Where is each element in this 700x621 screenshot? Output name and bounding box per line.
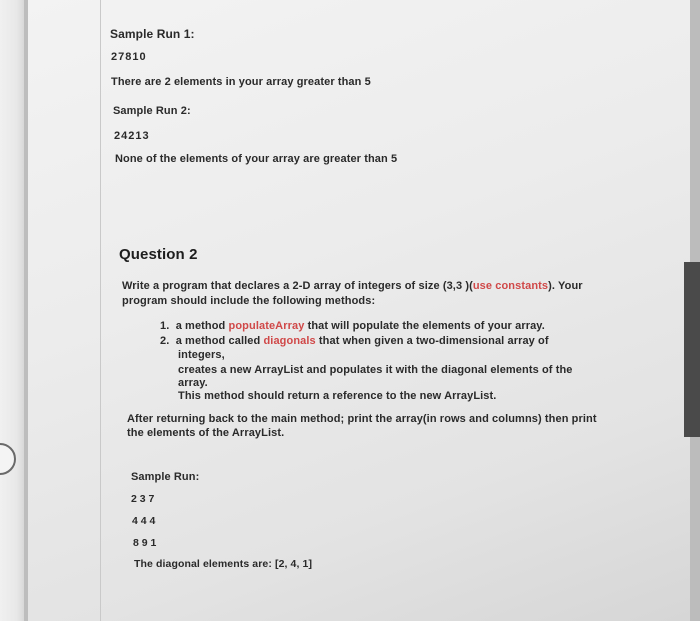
intro-text-b: ). Your bbox=[548, 280, 583, 292]
list-item-1-number: 1. bbox=[160, 320, 170, 332]
method-populateArray: populateArray bbox=[228, 320, 305, 332]
scrollbar-thumb[interactable] bbox=[684, 262, 700, 437]
question-2-intro-line-2: program should include the following methods: bbox=[122, 295, 376, 307]
list-item-2-text-b: that when given a two-dimensional array of bbox=[315, 335, 549, 347]
page-fold-line bbox=[100, 0, 101, 621]
list-item-2-line-4: array. bbox=[178, 377, 208, 389]
list-item-2-line-5: This method should return a reference to the new ArrayList. bbox=[178, 390, 497, 402]
list-item-1 bbox=[160, 320, 545, 332]
matrix-row-2: 4 4 4 bbox=[132, 515, 156, 527]
method-diagonals: diagonals bbox=[263, 335, 316, 347]
intro-text-a: Write a program that declares a 2-D array of integers of size (3,3 )( bbox=[122, 280, 473, 292]
list-item-1-text-a: a method bbox=[175, 320, 229, 332]
list-item-1-text-b: that will populate the elements of your array. bbox=[304, 320, 545, 332]
list-item-2-line-3: creates a new ArrayList and populates it with the diagonal elements of the bbox=[178, 364, 573, 376]
intro-use-constants: use constants bbox=[472, 280, 549, 292]
matrix-row-3: 8 9 1 bbox=[133, 537, 157, 549]
list-item-2-line-2: integers, bbox=[178, 349, 225, 361]
list-item-2-text-a: a method called bbox=[175, 335, 264, 347]
after-text-line-2: the elements of the ArrayList. bbox=[127, 427, 285, 439]
question-2-title: Question 2 bbox=[119, 246, 198, 263]
sample-run-2-input: 24213 bbox=[114, 130, 150, 142]
sample-run-1-input: 27810 bbox=[111, 51, 147, 63]
list-item-2-number: 2. bbox=[160, 335, 170, 347]
matrix-row-1: 2 3 7 bbox=[131, 493, 155, 505]
after-text-line-1: After returning back to the main method; print the array(in rows and columns) then print bbox=[127, 413, 597, 425]
sample-run-1-output: There are 2 elements in your array greater than 5 bbox=[111, 76, 371, 88]
sample-run-heading: Sample Run: bbox=[131, 471, 200, 483]
diagonal-output: The diagonal elements are: [2, 4, 1] bbox=[134, 558, 313, 570]
sample-run-2-output: None of the elements of your array are greater than 5 bbox=[115, 153, 398, 165]
sample-run-2-heading: Sample Run 2: bbox=[113, 105, 191, 117]
sample-run-1-heading: Sample Run 1: bbox=[110, 27, 195, 41]
question-2-intro-line-1 bbox=[122, 280, 583, 292]
document-page bbox=[28, 0, 690, 621]
list-item-2 bbox=[160, 335, 549, 347]
